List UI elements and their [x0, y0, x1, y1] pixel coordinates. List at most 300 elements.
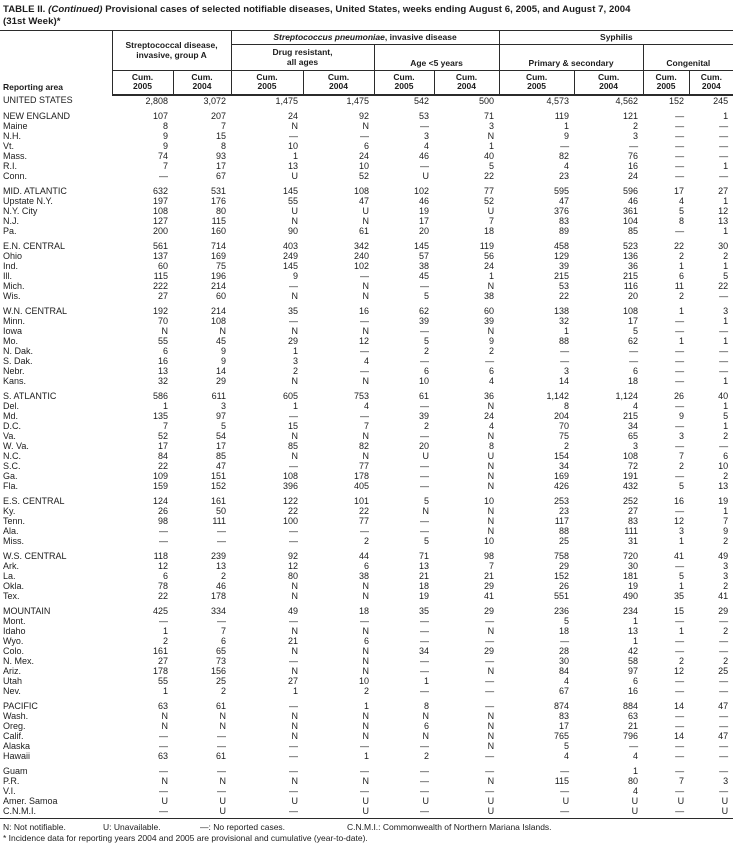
value-cell: N	[291, 325, 299, 336]
value-cell: 17	[628, 315, 639, 326]
value-cell: 6	[424, 365, 430, 376]
table-row	[0, 261, 733, 271]
value-cell: U	[487, 450, 495, 461]
value-cell: N	[291, 625, 299, 636]
value-cell: —	[420, 480, 430, 491]
value-cell: N	[161, 710, 168, 721]
value-cell: —	[420, 765, 430, 776]
reporting-area-header: Reporting area	[0, 31, 112, 95]
value-cell: N	[291, 120, 299, 131]
value-cell: —	[360, 785, 370, 796]
value-cell: 20	[419, 440, 430, 451]
value-cell: N	[161, 325, 168, 336]
value-cell: 1	[293, 685, 299, 696]
value-cell: N	[487, 430, 495, 441]
value-cell: 7	[221, 625, 227, 636]
value-cell: 14	[674, 700, 685, 711]
value-cell: —	[719, 785, 729, 796]
table-row	[0, 336, 733, 346]
value-cell: 15	[288, 420, 299, 431]
table-row	[0, 546, 733, 561]
value-cell: 5	[424, 495, 430, 506]
value-cell: 116	[623, 280, 639, 291]
value-cell: U	[689, 806, 733, 819]
value-cell: —	[360, 130, 370, 141]
value-cell: 108	[353, 185, 370, 196]
value-cell: —	[360, 270, 370, 281]
value-cell: 98	[157, 515, 168, 526]
value-cell: 765	[554, 730, 570, 741]
reporting-area-cell: Mass.	[3, 150, 28, 161]
cum-2004-header: Cum. 2004	[434, 71, 499, 95]
value-cell: U	[362, 205, 370, 216]
value-cell: —	[231, 806, 303, 819]
value-cell: 5	[564, 615, 570, 626]
value-cell: 26	[559, 580, 570, 591]
value-cell: 100	[282, 515, 299, 526]
reporting-area-cell: Upstate N.Y.	[3, 195, 53, 206]
value-cell: —	[719, 765, 729, 776]
value-cell: —	[159, 765, 168, 776]
value-cell: —	[643, 806, 689, 819]
value-cell: 77	[484, 185, 495, 196]
value-cell: 796	[623, 730, 639, 741]
value-cell: 5	[679, 570, 685, 581]
value-cell: 9	[162, 130, 168, 141]
value-cell: 38	[359, 570, 370, 581]
value-cell: 178	[353, 470, 370, 481]
table-row	[0, 806, 733, 819]
value-cell: 82	[559, 150, 570, 161]
reporting-area-cell: Ala.	[3, 525, 19, 536]
value-cell: —	[675, 440, 685, 451]
value-cell: 67	[216, 170, 227, 181]
value-cell: 1	[293, 150, 299, 161]
value-cell: 27	[718, 185, 729, 196]
value-cell: 41	[484, 590, 495, 601]
value-cell: 39	[419, 410, 430, 421]
value-cell: 2	[723, 250, 729, 261]
value-cell: 124	[152, 495, 168, 506]
value-cell: 7	[221, 120, 227, 131]
value-cell: 22	[288, 505, 299, 516]
value-cell: —	[112, 806, 173, 819]
value-cell: 874	[554, 700, 570, 711]
value-cell: 5	[221, 420, 227, 431]
value-cell: U	[362, 795, 370, 806]
value-cell: 34	[419, 645, 430, 656]
value-cell: 2	[723, 470, 729, 481]
value-cell: —	[420, 625, 430, 636]
value-cell: 1	[679, 580, 685, 591]
value-cell: N	[362, 325, 370, 336]
value-cell: 5	[723, 410, 729, 421]
value-cell: U	[631, 795, 639, 806]
value-cell: 47	[359, 195, 370, 206]
table-row	[0, 171, 733, 181]
reporting-area-cell: Conn.	[3, 170, 28, 181]
value-cell: —	[560, 765, 570, 776]
value-cell: 63	[157, 700, 168, 711]
value-cell: 23	[559, 170, 570, 181]
table-body	[0, 95, 733, 819]
value-cell: 9	[162, 140, 168, 151]
value-cell: 6	[633, 365, 639, 376]
value-cell: 3	[723, 775, 729, 786]
value-cell: N	[362, 375, 370, 386]
value-cell: N	[291, 665, 299, 676]
value-cell: 44	[359, 550, 370, 561]
value-cell: —	[420, 775, 430, 786]
table-row	[0, 196, 733, 206]
age-under-5-header: Age <5 years	[374, 45, 499, 71]
value-cell: 45	[216, 335, 227, 346]
reporting-area-cell: E.S. CENTRAL	[3, 495, 65, 506]
table-row	[0, 366, 733, 376]
value-cell: N	[487, 470, 495, 481]
value-cell: —	[560, 785, 570, 796]
value-cell: 531	[210, 185, 227, 196]
value-cell: N	[362, 655, 370, 666]
value-cell: 34	[628, 420, 639, 431]
reporting-area-cell: S. Dak.	[3, 355, 33, 366]
value-cell: —	[560, 345, 570, 356]
value-cell: 720	[623, 550, 639, 561]
table-row	[0, 326, 733, 336]
cum-2005-header: Cum. 2005	[231, 71, 303, 95]
reporting-area-cell: Mich.	[3, 280, 25, 291]
value-cell: 108	[282, 470, 299, 481]
value-cell: 500	[479, 95, 495, 106]
value-cell: 92	[359, 110, 370, 121]
value-cell: 5	[679, 480, 685, 491]
table-row	[0, 686, 733, 696]
value-cell: 82	[359, 440, 370, 451]
table-row	[0, 481, 733, 491]
reporting-area-cell: Ark.	[3, 560, 20, 571]
value-cell: —	[675, 470, 685, 481]
value-cell: —	[629, 140, 639, 151]
value-cell: —	[485, 635, 495, 646]
value-cell: —	[719, 440, 729, 451]
value-cell: 13	[718, 215, 729, 226]
value-cell: 61	[216, 700, 227, 711]
value-cell: —	[289, 315, 299, 326]
value-cell: 25	[718, 665, 729, 676]
value-cell: U	[721, 795, 729, 806]
value-cell: 4	[564, 160, 570, 171]
value-cell: 32	[157, 375, 168, 386]
reporting-area-cell: Wash.	[3, 710, 29, 721]
footnote-cnmi: C.N.M.I.: Commonwealth of Northern Mariana Islands.	[347, 821, 552, 832]
reporting-area-cell: MID. ATLANTIC	[3, 185, 67, 196]
value-cell: —	[420, 785, 430, 796]
value-cell: 426	[554, 480, 570, 491]
value-cell: 1	[723, 335, 729, 346]
value-cell: 8	[489, 440, 495, 451]
reporting-area-cell: Mo.	[3, 335, 19, 346]
value-cell: 3	[679, 430, 685, 441]
value-cell: —	[499, 806, 574, 819]
value-cell: N	[161, 720, 168, 731]
value-cell: 101	[353, 495, 370, 506]
value-cell: 13	[288, 160, 299, 171]
value-cell: —	[159, 785, 168, 796]
footnote-dash: —: No reported cases.	[200, 821, 286, 832]
value-cell: 5	[424, 535, 430, 546]
value-cell: 85	[628, 225, 639, 236]
value-cell: 8	[162, 120, 168, 131]
value-cell: 376	[554, 205, 570, 216]
value-cell: —	[719, 150, 729, 161]
value-cell: 4,562	[615, 95, 639, 106]
value-cell: U	[422, 450, 430, 461]
footnote-u: U: Unavailable.	[103, 821, 161, 832]
value-cell: 24	[288, 110, 299, 121]
value-cell: 2	[679, 655, 685, 666]
table-row	[0, 301, 733, 316]
value-cell: 85	[216, 450, 227, 461]
value-cell: 1,475	[346, 95, 370, 106]
value-cell: 49	[288, 605, 299, 616]
value-cell: 3	[489, 120, 495, 131]
value-cell: 129	[554, 250, 570, 261]
value-cell: —	[675, 400, 685, 411]
value-cell: 542	[413, 95, 430, 106]
value-cell: 1	[564, 325, 570, 336]
value-cell: 31	[628, 535, 639, 546]
value-cell: 191	[623, 470, 639, 481]
reporting-area-cell: La.	[3, 570, 16, 581]
value-cell: N	[291, 430, 299, 441]
value-cell: 104	[623, 215, 639, 226]
value-cell: 117	[554, 515, 570, 526]
table-row	[0, 121, 733, 131]
value-cell: —	[560, 140, 570, 151]
value-cell: —	[360, 365, 370, 376]
value-cell: —	[289, 700, 299, 711]
value-cell: —	[629, 345, 639, 356]
value-cell: 12	[674, 665, 685, 676]
value-cell: 30	[559, 655, 570, 666]
value-cell: 80	[288, 570, 299, 581]
table-row	[0, 161, 733, 171]
value-cell: 42	[628, 645, 639, 656]
value-cell: 121	[623, 110, 639, 121]
value-cell: 14	[216, 365, 227, 376]
table-row	[0, 561, 733, 571]
value-cell: 596	[623, 185, 639, 196]
value-cell: 109	[152, 470, 168, 481]
value-cell: 1	[723, 225, 729, 236]
value-cell: —	[675, 560, 685, 571]
syphilis-header: Syphilis	[499, 31, 733, 45]
value-cell: 758	[554, 550, 570, 561]
value-cell: 4	[364, 355, 370, 366]
value-cell: 16	[628, 160, 639, 171]
value-cell: 10	[359, 160, 370, 171]
value-cell: 25	[216, 675, 227, 686]
value-cell: 108	[623, 450, 639, 461]
value-cell: —	[719, 325, 729, 336]
value-cell: 90	[288, 225, 299, 236]
value-cell: —	[360, 345, 370, 356]
value-cell: 20	[628, 290, 639, 301]
value-cell: 71	[484, 110, 495, 121]
value-cell: 85	[288, 440, 299, 451]
value-cell: 1	[723, 400, 729, 411]
value-cell: —	[629, 740, 639, 751]
value-cell: 7	[679, 450, 685, 461]
value-cell: 26	[674, 390, 685, 401]
value-cell: 40	[484, 150, 495, 161]
value-cell: 97	[628, 665, 639, 676]
value-cell: 1	[723, 195, 729, 206]
value-cell: 6	[364, 635, 370, 646]
value-cell: 10	[484, 535, 495, 546]
value-cell: 16	[674, 495, 685, 506]
value-cell: 17	[157, 440, 168, 451]
value-cell: 4	[424, 140, 430, 151]
value-cell: 1	[633, 615, 639, 626]
value-cell: 60	[484, 305, 495, 316]
value-cell: —	[217, 525, 227, 536]
value-cell: —	[289, 785, 299, 796]
value-cell: 24	[484, 260, 495, 271]
table-row	[0, 646, 733, 656]
value-cell: 1	[162, 400, 168, 411]
value-cell: 200	[152, 225, 168, 236]
value-cell: 29	[216, 375, 227, 386]
value-cell: 197	[152, 195, 168, 206]
table-row	[0, 591, 733, 601]
cum-2005-header: Cum. 2005	[643, 71, 689, 95]
value-cell: —	[675, 110, 685, 121]
value-cell: 151	[210, 470, 227, 481]
value-cell: 215	[623, 410, 639, 421]
value-cell: —	[289, 130, 299, 141]
value-cell: N	[362, 430, 370, 441]
table-row	[0, 786, 733, 796]
value-cell: 1	[723, 375, 729, 386]
value-cell: 35	[674, 590, 685, 601]
value-cell: 425	[152, 605, 168, 616]
value-cell: —	[560, 355, 570, 366]
value-cell: 8	[424, 700, 430, 711]
value-cell: 3	[293, 355, 299, 366]
reporting-area-cell: Utah	[3, 675, 23, 686]
table-row	[0, 776, 733, 786]
value-cell: 13	[628, 625, 639, 636]
value-cell: 215	[554, 270, 570, 281]
value-cell: 74	[157, 150, 168, 161]
value-cell: N	[487, 710, 495, 721]
value-cell: 181	[623, 570, 639, 581]
value-cell: U	[173, 806, 231, 819]
value-cell: 111	[212, 515, 227, 526]
value-cell: —	[719, 685, 729, 696]
value-cell: 1	[162, 685, 168, 696]
reporting-area-cell: Calif.	[3, 730, 24, 741]
footnote-asterisk: * Incidence data for reporting years 2004 and 2005 are provisional and cumulative (year-to-date).	[3, 832, 368, 843]
cum-2005-header: Cum. 2005	[374, 71, 434, 95]
value-cell: 239	[210, 550, 227, 561]
reporting-area-cell: Wis.	[3, 290, 21, 301]
value-cell: N	[362, 215, 370, 226]
value-cell: 405	[353, 480, 370, 491]
value-cell: 17	[216, 440, 227, 451]
reporting-area-cell: Minn.	[3, 315, 26, 326]
value-cell: 342	[353, 240, 370, 251]
value-cell: 27	[157, 290, 168, 301]
table-row	[0, 441, 733, 451]
reporting-area-cell: PACIFIC	[3, 700, 38, 711]
reporting-area-cell: Vt.	[3, 140, 15, 151]
value-cell: —	[420, 635, 430, 646]
table-row	[0, 281, 733, 291]
value-cell: 6	[364, 140, 370, 151]
value-cell: 7	[162, 160, 168, 171]
value-cell: 61	[419, 390, 430, 401]
value-cell: 1	[293, 400, 299, 411]
value-cell: —	[420, 515, 430, 526]
value-cell: 80	[216, 205, 227, 216]
value-cell: 1,142	[546, 390, 570, 401]
value-cell: N	[362, 120, 370, 131]
table-title-continued: (Continued)	[48, 4, 103, 15]
value-cell: 3	[633, 130, 639, 141]
value-cell: 22	[674, 240, 685, 251]
value-cell: —	[675, 345, 685, 356]
value-cell: 432	[623, 480, 639, 491]
reporting-area-cell: Ind.	[3, 260, 19, 271]
footnote-n: N: Not notifiable.	[3, 821, 66, 832]
value-cell: 2	[723, 580, 729, 591]
value-cell: 207	[210, 110, 227, 121]
value-cell: 3	[679, 525, 685, 536]
table-row	[0, 411, 733, 421]
value-cell: 1	[162, 625, 168, 636]
value-cell: 214	[210, 280, 227, 291]
reporting-area-cell: Ga.	[3, 470, 18, 481]
value-cell: 5	[633, 325, 639, 336]
notifiable-diseases-table	[0, 30, 733, 819]
value-cell: 7	[723, 515, 729, 526]
value-cell: 4	[564, 675, 570, 686]
value-cell: —	[485, 785, 495, 796]
value-cell: —	[675, 740, 685, 751]
value-cell: —	[719, 130, 729, 141]
value-cell: 75	[559, 430, 570, 441]
value-cell: 32	[559, 315, 570, 326]
value-cell: —	[719, 120, 729, 131]
value-cell: —	[420, 685, 430, 696]
table-row	[0, 226, 733, 236]
value-cell: 753	[353, 390, 370, 401]
value-cell: —	[675, 750, 685, 761]
value-cell: 21	[419, 570, 430, 581]
value-cell: N	[161, 775, 168, 786]
value-cell: 7	[489, 215, 495, 226]
value-cell: 2	[364, 535, 370, 546]
value-cell: —	[719, 615, 729, 626]
reporting-area-cell: Ohio	[3, 250, 23, 261]
reporting-area-cell: Okla.	[3, 580, 25, 591]
value-cell: N	[291, 730, 299, 741]
value-cell: 145	[282, 260, 299, 271]
value-cell: N	[362, 775, 370, 786]
value-cell: —	[289, 535, 299, 546]
